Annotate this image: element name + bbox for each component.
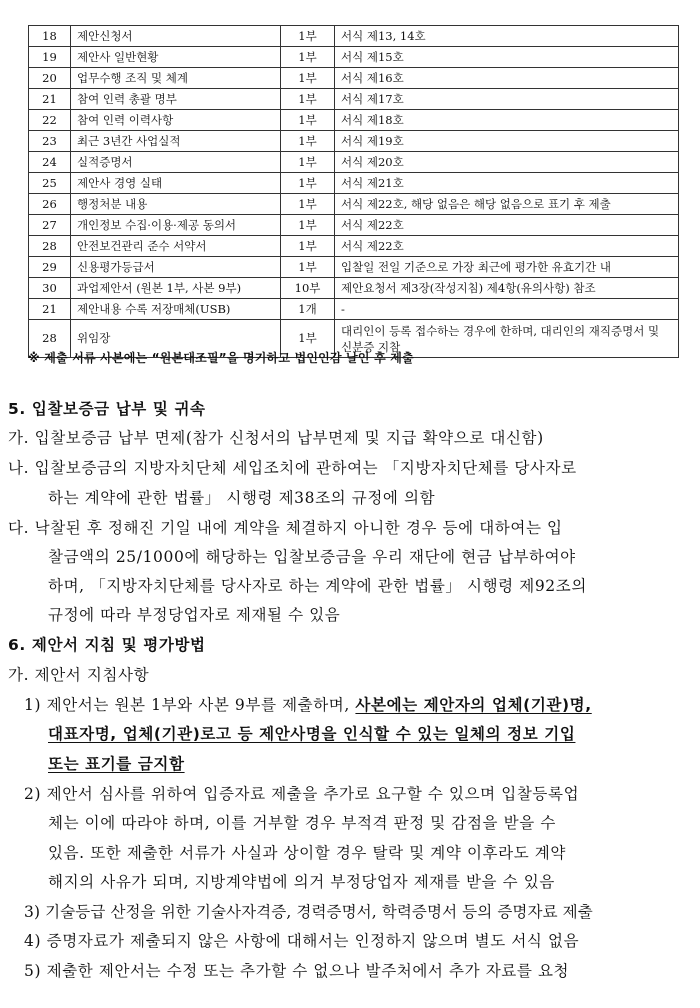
submission-documents-table	[28, 25, 679, 358]
remarks-cell: 서식 제13, 14호	[335, 26, 679, 47]
row-number-cell: 24	[29, 152, 71, 173]
remarks-cell: -	[335, 299, 679, 320]
document-name-cell: 신용평가등급서	[71, 257, 281, 278]
row-number-cell: 28	[29, 320, 71, 358]
row-number-cell: 19	[29, 47, 71, 68]
section6-item2-line3: 있음. 또한 제출한 서류가 사실과 상이할 경우 탈락 및 계약 이후라도 계약	[48, 844, 566, 862]
document-name-cell: 위임장	[71, 320, 281, 358]
section5-item-ga: 가. 입찰보증금 납부 면제(참가 신청서의 납부면제 및 지급 확약으로 대신함)	[8, 429, 544, 447]
document-name-cell: 업무수행 조직 및 체계	[71, 68, 281, 89]
row-number-cell: 22	[29, 110, 71, 131]
remarks-cell: 서식 제20호	[335, 152, 679, 173]
row-number-cell: 25	[29, 173, 71, 194]
document-name-cell: 행정처분 내용	[71, 194, 281, 215]
document-name-cell: 과업제안서 (원본 1부, 사본 9부)	[71, 278, 281, 299]
remarks-cell: 서식 제16호	[335, 68, 679, 89]
quantity-cell: 1개	[281, 299, 335, 320]
section5-item-da-line1: 다. 낙찰된 후 정해진 기일 내에 계약을 체결하지 아니한 경우 등에 대하여는 입	[8, 519, 563, 537]
table-row	[29, 173, 679, 194]
table-row	[29, 215, 679, 236]
row-number-cell: 23	[29, 131, 71, 152]
document-name-cell: 최근 3년간 사업실적	[71, 131, 281, 152]
section6-item2-line4: 해지의 사유가 되며, 지방계약법에 의거 부정당업자 제재를 받을 수 있음	[48, 873, 555, 891]
section5-title: 5. 입찰보증금 납부 및 귀속	[8, 400, 206, 418]
table-row	[29, 68, 679, 89]
table-row	[29, 257, 679, 278]
section6-item1-line1	[24, 695, 592, 715]
section5-item-da-line2: 찰금액의 25/1000에 해당하는 입찰보증금을 우리 재단에 현금 납부하여야	[48, 548, 576, 566]
row-number-cell: 21	[29, 299, 71, 320]
quantity-cell: 1부	[281, 110, 335, 131]
remarks-cell: 서식 제22호	[335, 215, 679, 236]
row-number-cell: 18	[29, 26, 71, 47]
remarks-cell: 서식 제21호	[335, 173, 679, 194]
remarks-cell: 제안요청서 제3장(작성지침) 제4항(유의사항) 참조	[335, 278, 679, 299]
quantity-cell: 1부	[281, 47, 335, 68]
section6-item4: 4) 증명자료가 제출되지 않은 사항에 대해서는 인정하지 않으며 별도 서식 없음	[24, 932, 580, 950]
table-row	[29, 131, 679, 152]
quantity-cell: 1부	[281, 215, 335, 236]
table-row	[29, 47, 679, 68]
document-name-cell: 제안사 일반현황	[71, 47, 281, 68]
section6-item1-line3: 또는 표기를 금지함	[48, 755, 185, 773]
section6-item-ga: 가. 제안서 지침사항	[8, 666, 150, 684]
document-name-cell: 제안사 경영 실태	[71, 173, 281, 194]
document-name-cell: 개인정보 수집·이용·제공 동의서	[71, 215, 281, 236]
section5-item-da-line3: 하며, 「지방자치단체를 당사자로 하는 계약에 관한 법률」 시행령 제92조의	[48, 577, 587, 595]
remarks-cell: 서식 제19호	[335, 131, 679, 152]
document-name-cell: 실적증명서	[71, 152, 281, 173]
remarks-cell: 입찰일 전일 기준으로 가장 최근에 평가한 유효기간 내	[335, 257, 679, 278]
remarks-cell: 대리인이 등록 접수하는 경우에 한하며, 대리인의 재직증명서 및 신분증 지참	[335, 320, 679, 358]
row-number-cell: 28	[29, 236, 71, 257]
item1-underlined-text: 사본에는 제안자의 업체(기관)명,	[355, 696, 592, 714]
quantity-cell: 1부	[281, 194, 335, 215]
quantity-cell: 1부	[281, 236, 335, 257]
row-number-cell: 27	[29, 215, 71, 236]
remarks-cell: 서식 제15호	[335, 47, 679, 68]
table-footnote: ※ 제출 서류 사본에는 “원본대조필”을 명기하고 법인인감 날인 후 제출	[28, 351, 414, 365]
table-row	[29, 152, 679, 173]
quantity-cell: 1부	[281, 320, 335, 358]
quantity-cell: 1부	[281, 173, 335, 194]
document-name-cell: 제안신청서	[71, 26, 281, 47]
section5-item-na-line1: 나. 입찰보증금의 지방자치단체 세입조치에 관하여는 「지방자치단체를 당사자로	[8, 459, 577, 477]
table-row	[29, 278, 679, 299]
row-number-cell: 20	[29, 68, 71, 89]
document-name-cell: 참여 인력 총괄 명부	[71, 89, 281, 110]
section6-title: 6. 제안서 지침 및 평가방법	[8, 636, 206, 654]
remarks-cell: 서식 제22호	[335, 236, 679, 257]
section6-item3: 3) 기술등급 산정을 위한 기술사자격증, 경력증명서, 학력증명서 등의 증명자료 제출	[24, 903, 593, 921]
remarks-cell: 서식 제17호	[335, 89, 679, 110]
table-row	[29, 236, 679, 257]
section6-item1-line2: 대표자명, 업체(기관)로고 등 제안사명을 인식할 수 있는 일체의 정보 기입	[48, 725, 576, 743]
quantity-cell: 1부	[281, 131, 335, 152]
row-number-cell: 21	[29, 89, 71, 110]
row-number-cell: 26	[29, 194, 71, 215]
document-name-cell: 참여 인력 이력사항	[71, 110, 281, 131]
section6-item2-line2: 체는 이에 따라야 하며, 이를 거부할 경우 부적격 판정 및 감점을 받을 수	[48, 814, 556, 832]
table-row	[29, 89, 679, 110]
row-number-cell: 30	[29, 278, 71, 299]
quantity-cell: 1부	[281, 68, 335, 89]
quantity-cell: 1부	[281, 152, 335, 173]
document-name-cell: 제안내용 수록 저장매체(USB)	[71, 299, 281, 320]
quantity-cell: 1부	[281, 257, 335, 278]
section5-item-na-line2: 하는 계약에 관한 법률」 시행령 제38조의 규정에 의함	[48, 489, 436, 507]
item1-text: 1) 제안서는 원본 1부와 사본 9부를 제출하며,	[24, 696, 356, 714]
quantity-cell: 10부	[281, 278, 335, 299]
section6-item2-line1: 2) 제안서 심사를 위하여 입증자료 제출을 추가로 요구할 수 있으며 입찰등록업	[24, 785, 580, 803]
table-row	[29, 194, 679, 215]
table-row	[29, 26, 679, 47]
document-name-cell: 안전보건관리 준수 서약서	[71, 236, 281, 257]
section5-item-da-line4: 규정에 따라 부정당업자로 제재될 수 있음	[48, 606, 341, 624]
remarks-cell: 서식 제22호, 해당 없음은 해당 없음으로 표기 후 제출	[335, 194, 679, 215]
row-number-cell: 29	[29, 257, 71, 278]
section6-item5: 5) 제출한 제안서는 수정 또는 추가할 수 없으나 발주처에서 추가 자료를 요청	[24, 962, 570, 980]
table-row	[29, 299, 679, 320]
table-row	[29, 110, 679, 131]
remarks-cell: 서식 제18호	[335, 110, 679, 131]
quantity-cell: 1부	[281, 89, 335, 110]
quantity-cell: 1부	[281, 26, 335, 47]
